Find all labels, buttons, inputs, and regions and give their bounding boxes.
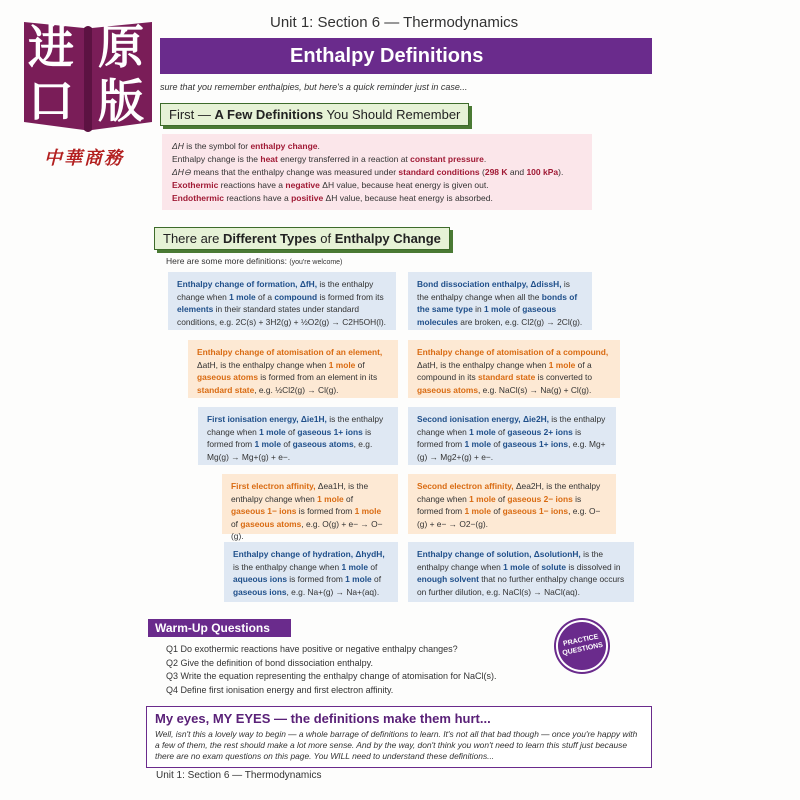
card-atomisation-element: Enthalpy change of atomisation of an element, ΔatH, is the enthalpy change when 1 mole of gaseous atoms is formed from an element in its standard state, e.g. ½Cl2(g) → Cl(g). [188,340,398,398]
heading-text: of [316,231,335,246]
card-formation: Enthalpy change of formation, ΔfH, is the enthalpy change when 1 mole of a compound is formed from its elements in their standard states under standard conditions, e.g. 2C(s) + 3H2(g) + ½O2(g) → C2H5OH(l). [168,272,396,330]
warmup-questions [166,643,497,697]
heading-bold: Enthalpy Change [334,231,441,246]
definition-line: Endothermic reactions have a positive ΔH value, because heat energy is absorbed. [172,193,493,203]
logo-char: 原 [98,20,144,74]
intro-text: sure that you remember enthalpies, but here's a quick reminder just in case... [160,82,468,92]
heading-bold: A Few Definitions [214,107,324,122]
logo-char: 口 [28,74,74,128]
section-note: Here are some more definitions: (you're welcome) [166,256,343,266]
logo-characters [14,12,166,140]
question-item: Q2 Give the definition of bond dissociation enthalpy. [166,657,373,668]
question-item: Q3 Write the equation representing the enthalpy change of atomisation for NaCl(s). [166,671,497,681]
heading-text: There are [163,231,223,246]
warmup-heading: Warm-Up Questions [148,619,291,637]
section-heading-types [154,227,450,250]
heading-text: You Should Remember [323,107,461,122]
card-solution: Enthalpy change of solution, ΔsolutionH, is the enthalpy change when 1 mole of solute is dissolved in enough solvent that no further enthalpy change occurs on further dilution, e.g. NaCl(s) → NaCl(aq). [408,542,634,602]
card-second-electron-affinity: Second electron affinity, Δea2H, is the enthalpy change when 1 mole of gaseous 2− ions is formed from 1 mole of gaseous 1− ions, e.g. O−(g) + e− → O2−(g). [408,474,616,534]
definitions-box [162,134,592,210]
practice-questions-badge: PRACTICE QUESTIONS [551,615,613,677]
card-bond-dissociation: Bond dissociation enthalpy, ΔdissH, is the enthalpy change when all the bonds of the same type in 1 mole of gaseous molecules are broken, e.g. Cl2(g) → 2Cl(g). [408,272,592,330]
card-first-electron-affinity: First electron affinity, Δea1H, is the enthalpy change when 1 mole of gaseous 1− ions is formed from 1 mole of gaseous atoms, e.g. O(g) + e− → O−(g). [222,474,398,534]
publisher-logo [14,12,166,172]
definition-line: Exothermic reactions have a negative ΔH value, because heat energy is given out. [172,180,489,190]
summary-box [146,706,652,768]
definition-line: ΔH is the symbol for enthalpy change. [172,141,320,151]
summary-title: My eyes, MY EYES — the definitions make them hurt... [155,711,491,726]
section-heading-definitions [160,103,469,126]
unit-header: Unit 1: Section 6 — Thermodynamics [270,14,519,31]
summary-text: Well, isn't this a lovely way to begin — a whole barrage of definitions to learn. It's not all that bad though — once you're happy with a few of them, the rest should make a lot more sense. And by the way, don't think you won't need to learn this stuff just because there are no exam questions on this page. You WILL need to understand these definitions... [155,729,638,761]
definition-line: ΔH⊖ means that the enthalpy change was measured under standard conditions (298 K and 100 kPa). [172,167,564,177]
heading-bold: Different Types [222,231,317,246]
definition-line: Enthalpy change is the heat energy transferred in a reaction at constant pressure. [172,154,487,164]
page-title: Enthalpy Definitions [290,45,484,67]
question-item: Q4 Define first ionisation energy and first electron affinity. [166,684,394,695]
card-first-ionisation: First ionisation energy, Δie1H, is the enthalpy change when 1 mole of gaseous 1+ ions is formed from 1 mole of gaseous atoms, e.g. Mg(g) → Mg+(g) + e−. [198,407,398,465]
logo-subtitle: 中華商務 [44,148,124,169]
heading-text: First — [169,107,215,122]
card-hydration: Enthalpy change of hydration, ΔhydH, is the enthalpy change when 1 mole of aqueous ions is formed from 1 mole of gaseous ions, e.g. Na+(g) → Na+(aq). [224,542,398,602]
page-footer: Unit 1: Section 6 — Thermodynamics [156,770,322,781]
card-atomisation-compound: Enthalpy change of atomisation of a compound, ΔatH, is the enthalpy change when 1 mole of a compound in its standard state is converted to gaseous atoms, e.g. NaCl(s) → Na(g) + Cl(g). [408,340,620,398]
card-second-ionisation: Second ionisation energy, Δie2H, is the enthalpy change when 1 mole of gaseous 2+ ions is formed from 1 mole of gaseous 1+ ions, e.g. Mg+(g) → Mg2+(g) + e−. [408,407,616,465]
logo-char: 进 [28,20,74,74]
logo-char: 版 [98,74,144,128]
title-bar [160,38,652,74]
question-item: Q1 Do exothermic reactions have positive or negative enthalpy changes? [166,644,458,654]
